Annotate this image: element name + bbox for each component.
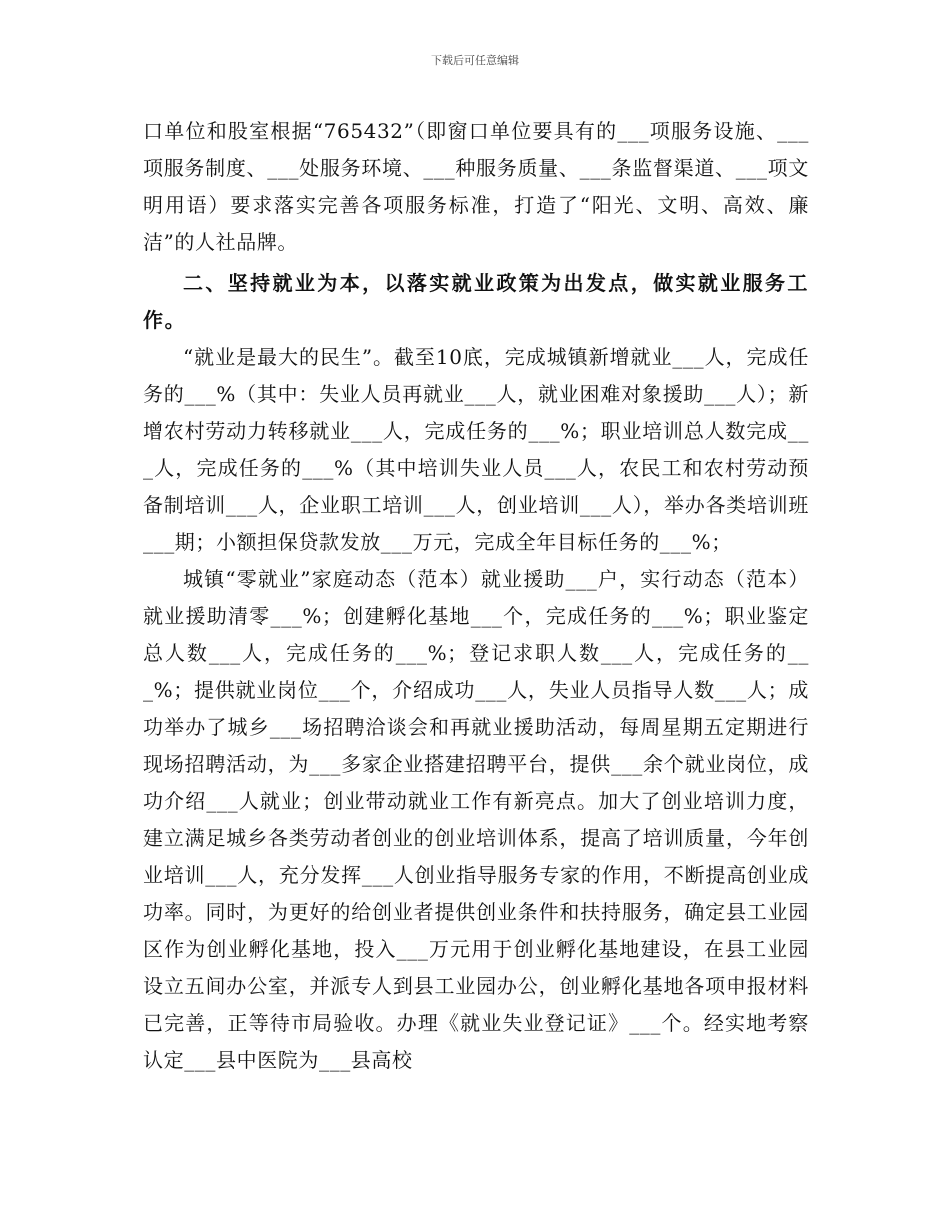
paragraph-employment-stats: “就业是最大的民生”。截至10底，完成城镇新增就业___人，完成任务的___%（其中：失业人员再就业___人，就业困难对象援助___人）；新增农村劳动力转移就业___人，完成任务的___%；职业培训总人数完成___人，完成任务的___%（其中培训失业人员___人，农民工和农村劳动预备制培训___人，企业职工培训___人，创业培训___人），举办各类培训班___期；小额担保贷款发放___万元，完成全年目标任务的___%； xyxy=(143,345,809,554)
document-body xyxy=(143,113,809,1079)
paragraph-service-standards: 口单位和股室根据“765432”（即窗口单位要具有的___项服务设施、___项服务制度、___处服务环境、___种服务质量、___条监督渠道、___项文明用语）要求落实完善各项服务标准，打造了“阳光、文明、高效、廉洁”的人社品牌。 xyxy=(143,119,809,254)
page-header-note: 下载后可任意编辑 xyxy=(431,54,519,67)
paragraph-employment-assistance: 城镇“零就业”家庭动态（范本）就业援助___户，实行动态（范本）就业援助清零___%；创建孵化基地___个，完成任务的___%；职业鉴定总人数___人，完成任务的___%；登记求职人数___人，完成任务的___%；提供就业岗位___个，介绍成功___人，失业人员指导人数___人；成功举办了城乡___场招聘洽谈会和再就业援助活动，每周星期五定期进行现场招聘活动，为___多家企业搭建招聘平台，提供___余个就业岗位，成功介绍___人就业；创业带动就业工作有新亮点。加大了创业培训力度，建立满足城乡各类劳动者创业的创业培训体系，提高了培训质量，今年创业培训___人，充分发挥___人创业指导服务专家的作用，不断提高创业成功率。同时，为更好的给创业者提供创业条件和扶持服务，确定县工业园区作为创业孵化基地，投入___万元用于创业孵化基地建设，在县工业园设立五间办公室，并派专人到县工业园办公，创业孵化基地各项申报材料已完善，正等待市局验收。办理《就业失业登记证》___个。经实地考察认定___县中医院为___县高校 xyxy=(143,567,809,1072)
section-heading-employment: 二、坚持就业为本，以落实就业政策为出发点，做实就业服务工作。 xyxy=(143,271,809,332)
